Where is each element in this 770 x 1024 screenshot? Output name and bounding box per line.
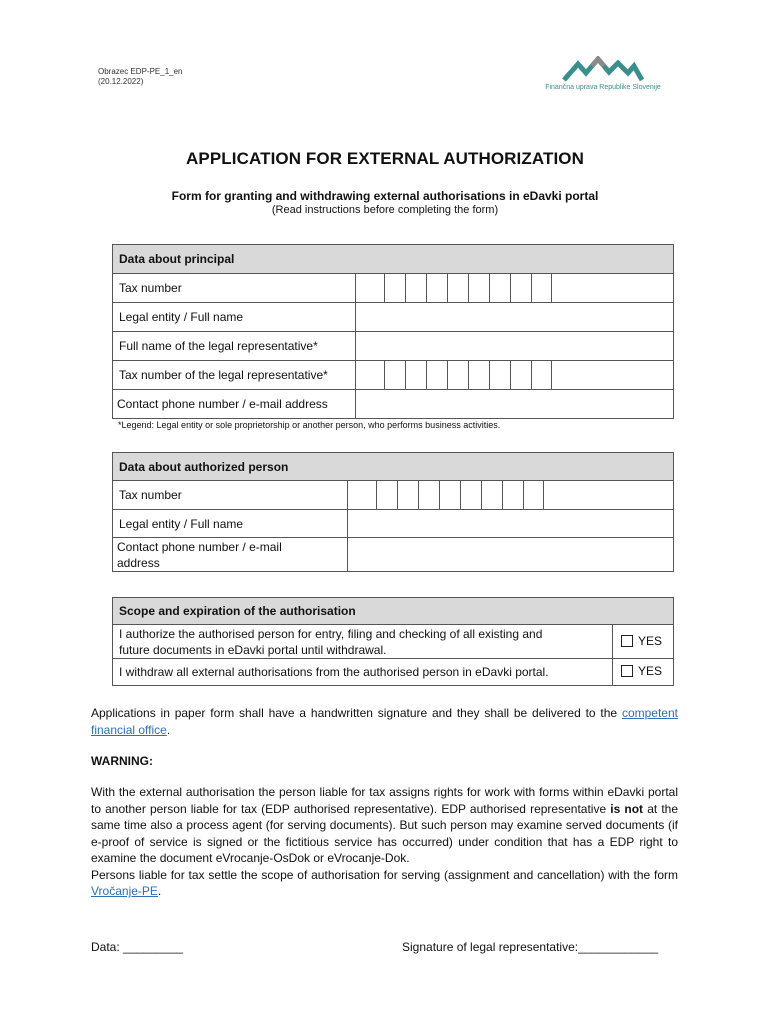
checkbox-icon[interactable] <box>621 635 633 647</box>
principal-rep-name-input[interactable] <box>356 332 674 361</box>
principal-rep-tax-input[interactable] <box>356 361 674 390</box>
form-code <box>98 67 183 87</box>
form-date: (20.12.2022) <box>98 77 144 86</box>
org-name: Finančna uprava Republike Slovenije <box>545 84 661 91</box>
page-subtitle: Form for granting and withdrawing external authorisations in eDavki portal <box>171 189 599 203</box>
authorized-tax-label: Tax number <box>113 481 348 510</box>
principal-contact-label: Contact phone number / e-mail address <box>113 390 356 419</box>
yes-label: YES <box>638 633 663 648</box>
financial-office-link[interactable]: competent financial office <box>91 706 678 737</box>
paper-note: Applications in paper form shall have a handwritten signature and they shall be delivered to the competent financial office. <box>91 706 678 737</box>
authorized-contact-line2: address <box>117 555 160 570</box>
fu-logo <box>536 56 670 91</box>
authorized-contact-input[interactable] <box>348 538 674 572</box>
is-not-emphasis: is not <box>610 801 644 816</box>
principal-rep-tax-label: Tax number of the legal representative* <box>113 361 356 390</box>
warning-heading: WARNING: <box>91 754 153 768</box>
warning-text: With the external authorisation the person liable for tax assigns rights for work with forms within eDavki portal to another person liable for tax (EDP authorised representative). EDP authorised representative is not at the same time also a process agent (for serving documents). But such person may examine served documents (if e-proof of service is signed or the fictitious service has occurred) under condition that has a EDP right to examine the document eVrocanje-OsDok or eVrocanje-Dok. Persons liable for tax settle the scope of authorisation for serving (assignment and cancellation) with the form Vročanje-PE. <box>91 785 678 898</box>
paper-note-text: Applications in paper form shall have a handwritten signature and they shall be delivered to the <box>91 706 618 720</box>
principal-tax-label: Tax number <box>113 274 356 303</box>
authorize-text <box>113 625 613 659</box>
date-field[interactable]: Data: _________ <box>91 940 184 954</box>
principal-table <box>112 244 674 419</box>
scope-table <box>112 597 674 686</box>
mountain-logo-icon <box>562 56 644 82</box>
authorized-contact-line1: Contact phone number / e-mail <box>117 539 282 554</box>
principal-entity-label: Legal entity / Full name <box>113 303 356 332</box>
authorize-yes-checkbox[interactable] <box>613 625 674 659</box>
principal-heading: Data about principal <box>113 245 674 274</box>
withdraw-yes-checkbox[interactable] <box>613 659 674 686</box>
principal-rep-name-label: Full name of the legal representative* <box>113 332 356 361</box>
authorize-line1: I authorize the authorised person for entry, filing and checking of all existing and <box>119 626 543 641</box>
vrocanje-pe-link[interactable]: Vročanje-PE <box>91 884 158 898</box>
principal-tax-input[interactable] <box>356 274 674 303</box>
authorized-table <box>112 452 674 572</box>
instruction-note: (Read instructions before completing the form) <box>271 204 499 216</box>
authorized-tax-input[interactable] <box>348 481 674 510</box>
authorized-entity-input[interactable] <box>348 510 674 538</box>
principal-entity-input[interactable] <box>356 303 674 332</box>
form-code-label: Obrazec EDP-PE_1_en <box>98 67 183 76</box>
legend-note: *Legend: Legal entity or sole proprietorship or another person, who performs business activities. <box>118 420 501 430</box>
checkbox-icon[interactable] <box>621 665 633 677</box>
scope-heading: Scope and expiration of the authorisation <box>113 598 674 625</box>
authorize-line2: future documents in eDavki portal until withdrawal. <box>119 642 387 657</box>
withdraw-text: I withdraw all external authorisations from the authorised person in eDavki portal. <box>113 659 613 686</box>
signature-field[interactable]: Signature of legal representative:____________ <box>402 940 659 954</box>
page-title: APPLICATION FOR EXTERNAL AUTHORIZATION <box>186 149 584 168</box>
authorized-contact-label <box>113 538 348 572</box>
authorized-heading: Data about authorized person <box>113 453 674 481</box>
principal-contact-input[interactable] <box>356 390 674 419</box>
yes-label: YES <box>638 664 663 678</box>
authorized-entity-label: Legal entity / Full name <box>113 510 348 538</box>
